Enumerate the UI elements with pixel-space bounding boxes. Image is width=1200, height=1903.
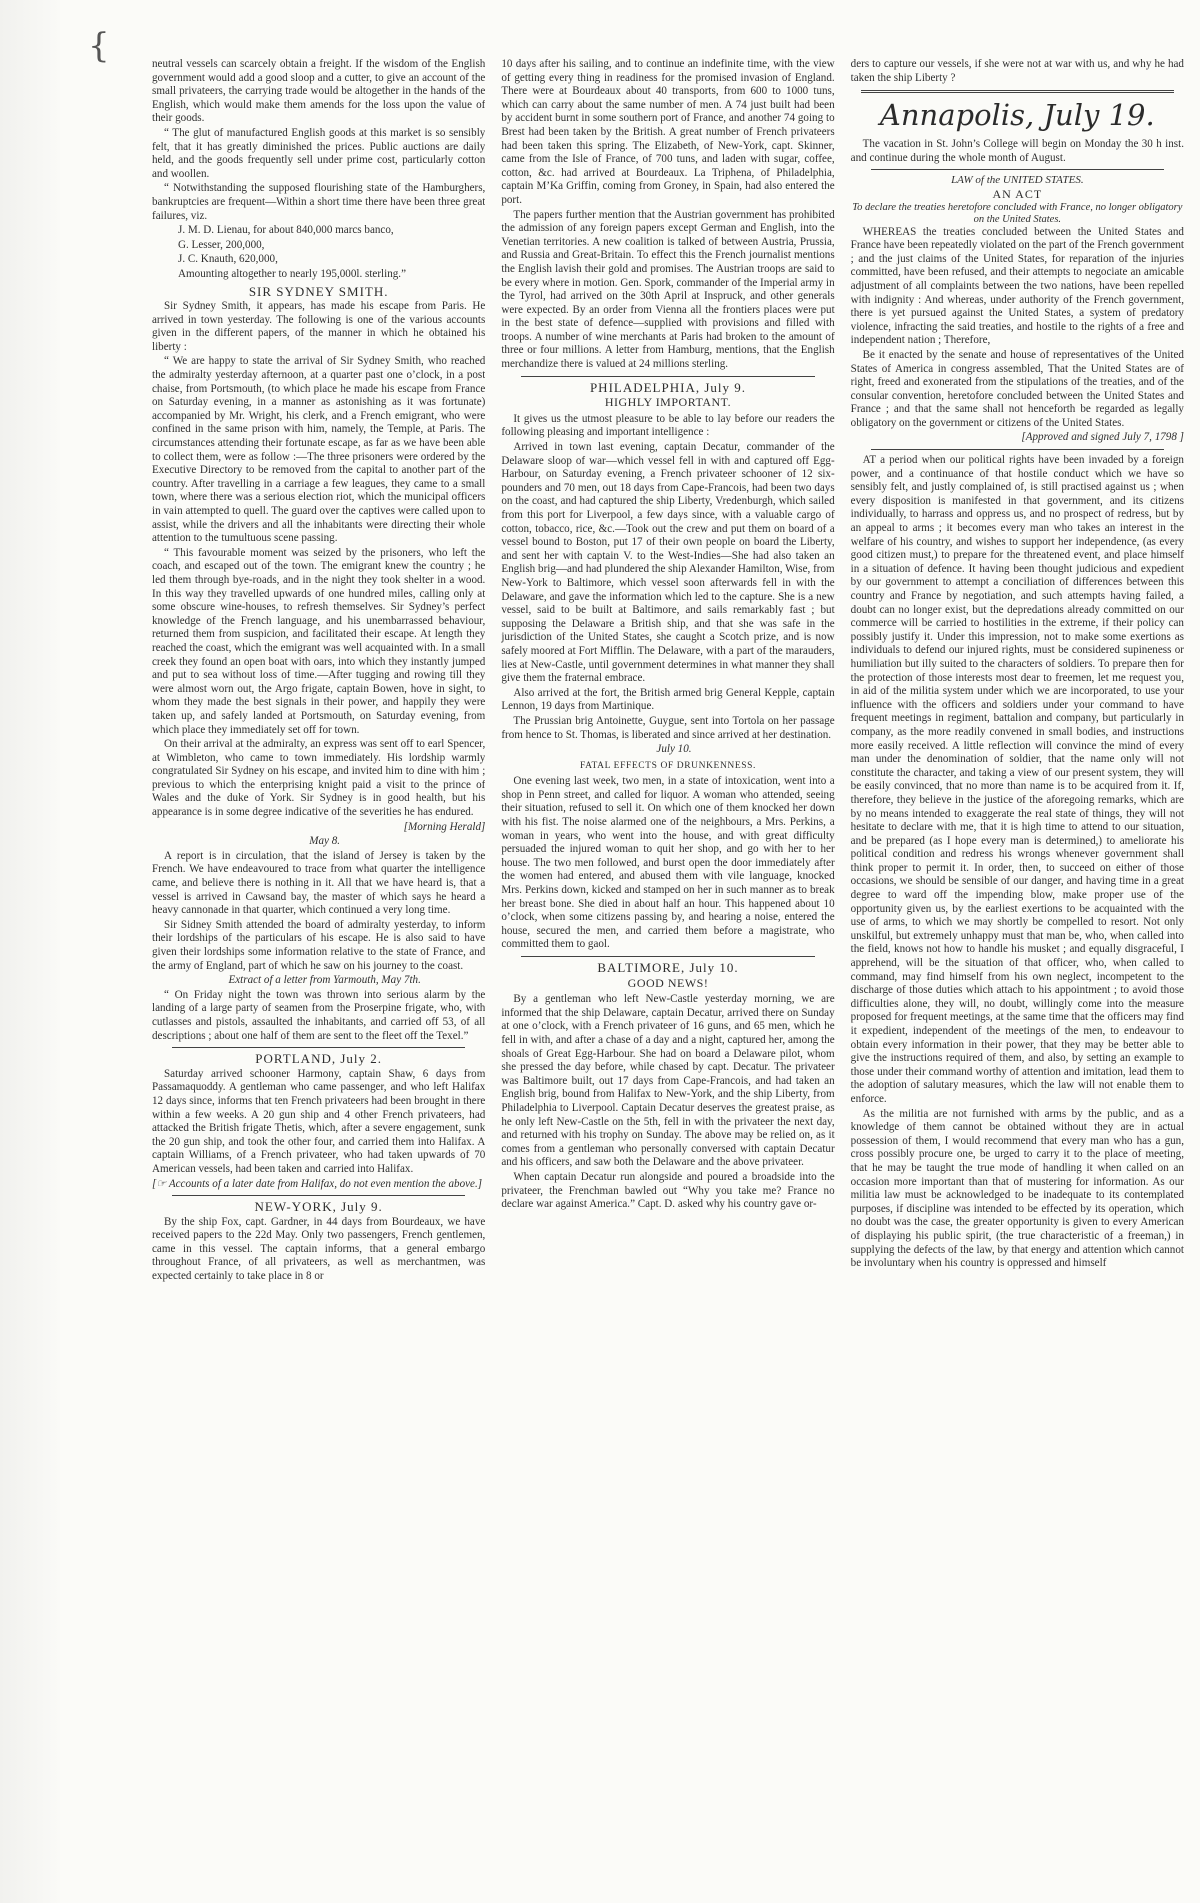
divider (871, 169, 1164, 170)
article-paragraph: The Prussian brig Antoinette, Guygue, sent into Tortola on her passage from hence to St. Thomas, is liberated and since arrived at her destination. (501, 714, 835, 741)
corner-brace-mark: { (88, 26, 110, 66)
article-paragraph: 10 days after his sailing, and to continue an indefinite time, with the view of getting every thing in readiness for the promised invasion of England. There were at Bourdeaux about 40 transports, from 600 to 1000 tuns, which can carry about the same number of men. A 74 just built had been by accident burnt in some southern port of France, and another 74 going to Brest had been taken by the British. A great number of French privateers had been taken this spring. The Elizabeth, of New-York, capt. Skinner, came from the Isle of France, of 700 tuns, and laden with sugar, coffee, cotton, &c. had arrived at Bourdeaux. La Triphena, of Philadelphia, captain M’Ka Griffin, coming from Groney, in Spain, had also entered the port. (501, 58, 835, 206)
failure-line: G. Lesser, 200,000, (178, 238, 265, 251)
divider-double (861, 90, 1174, 93)
divider (871, 449, 1164, 450)
approval-line: [Approved and signed July 7, 1798 ] (1021, 431, 1184, 444)
section-heading-fatal-effects: FATAL EFFECTS OF DRUNKENNESS. (579, 760, 757, 771)
column-2 (501, 58, 834, 1888)
divider (172, 1047, 465, 1048)
column-container (152, 58, 1184, 1888)
article-paragraph: neutral vessels can scarcely obtain a freight. If the wisdom of the English government would add a good sloop and a cutter, to give an account of the small privateers, the carrying trade would be altogether in the hands of the English, which would make them amends for the loss upon the value of their goods. (152, 58, 486, 125)
article-paragraph: WHEREAS the treaties concluded between the United States and France have been repeatedly violated on the part of the French government ; and the just claims of the United States, for reparation of the injuries committed, have been refused, and their attempts to negociate an amicable adjustment of all complaints between the two nations, have been repelled with indignity : And whereas, under authority of the French government, there is yet pursued against the United States, a system of predatory violence, infracting the said treaties, and hostile to the rights of a free and independent nation ; Therefore, (850, 225, 1184, 347)
article-paragraph: Be it enacted by the senate and house of representatives of the United States of America in congress assembled, That the United States are of right, freed and exonerated from the stipulations of the treaties, and of the consular convention, heretofore concluded between the United States and France ; and that the same shall not henceforth be regarded as legally obligatory on the government or citizens of the United States. (850, 348, 1184, 429)
article-paragraph: By the ship Fox, capt. Gardner, in 44 days from Bourdeaux, we have received papers to the 22d May. Only two passengers, French gentlemen, came in this vessel. The captain informs, that a general embargo throughout France, of all privateers, as well as merchantmen, was expected certainly to take place in 8 or (152, 1215, 486, 1283)
article-paragraph: Sir Sidney Smith attended the board of admiralty yesterday, to inform their lordships of the particulars of his escape. He is also said to have given their lordships some information relative to the state of France, and the army of England, part of which he saw on his journey to the coast. (152, 918, 486, 972)
article-paragraph: Also arrived at the fort, the British armed brig General Kepple, captain Lennon, 19 days from Martinique. (501, 686, 835, 713)
section-heading-sir-sydney-smith: SIR SYDNEY SMITH. (248, 283, 389, 299)
failure-line: J. M. D. Lienau, for about 840,000 marcs banco, (178, 224, 394, 237)
article-paragraph: The papers further mention that the Austrian government has prohibited the admission of any foreign papers except German and English, into the Venetian territories. A new coalition is talked of between Austria, Prussia, and Russia and Great-Britain. To effect this the French journalist mentions the English lavish their gold and promises. The Austrian troops are said to be every where in motion. Gen. Spork, commander of the Imperial army in the Tyrol, had arrived on the 30th April at Inspruck, and other generals were expected. By an order from Vienna all the frontiers places were put in the best state of defence—supplied with provisions and filled with troops. A number of wine merchants at Paris had broken to the amount of three or four millions. A letter from Hamburg, mentions, that the English merchandize there is valued at 24 millions sterling. (501, 208, 835, 371)
article-paragraph: By a gentleman who left New-Castle yesterday morning, we are informed that the ship Delaware, captain Decatur, arrived there on Sunday at one o’clock, with a French privateer of 16 guns, and 65 men, which he fell in with, and after a chase of a day and a night, captured her, among the shoals of Great Egg-Harbour. She had on board a Delaware pilot, whom she pressed the day before, while chased by capt. Decatur. The privateer was Baltimore built, out 17 days from Cape-Francois, and had taken an English brig, bound from Halifax to New-York, and the ship Liberty, from Philadelphia to Liverpool. Captain Decatur deserves the greatest praise, as he only left New-Castle on the 5th, fell in with the privateer the next day, and returned with his trophy on Sunday. The above may be relied on, as it comes from a gentleman who personally conversed with captain Decatur and his officers, and saw both the Delaware and the above privateer. (501, 993, 835, 1169)
divider (521, 376, 814, 377)
section-heading-portland: PORTLAND, July 2. (255, 1051, 383, 1067)
article-paragraph: A report is in circulation, that the island of Jersey is taken by the French. We have endeavoured to trace from what quarter the intelligence came, and believe there is nothing in it. All that we have heard is, that a vessel is arrived in Cawsand bay, the master of which says he heard a heavy cannonade in that quarter, which continued a very long time. (152, 849, 486, 917)
article-paragraph: The vacation in St. John’s College will begin on Monday the 30 h inst. and continue during the whole month of August. (850, 138, 1184, 164)
divider (172, 1195, 465, 1196)
column-1 (152, 58, 485, 1888)
editor-note: [☞ Accounts of a later date from Halifax, do not even mention the above.] (152, 1177, 483, 1190)
source-attribution: [Morning Herald] (403, 820, 486, 833)
article-paragraph: Saturday arrived schooner Harmony, captain Shaw, 6 days from Passamaquoddy. A gentleman who came passenger, and who left Halifax 12 days since, informs that ten French privateers had been brought in there within a few weeks. A 20 gun ship and 4 other French privateers, had attacked the British frigate Thetis, which, after a severe engagement, sunk the 20 gun ship, and took the other four, and carried them into Halifax. A captain Williams, of a French privateer, who had taken upwards of 70 American vessels, had been taken and carried into Halifax. (152, 1067, 486, 1175)
article-paragraph: When captain Decatur run alongside and poured a broadside into the privateer, the Frenchman bawled out “Why you take me? France no declare war against America.” Capt. D. asked why his country gave or- (501, 1170, 835, 1211)
act-subtitle: To declare the treaties heretofore concluded with France, no longer obligatory on the United States. (852, 201, 1183, 225)
article-paragraph: Sir Sydney Smith, it appears, has made his escape from Paris. He arrived in town yesterday. The following is one of the various accounts given in the different papers, of the manner in which he obtained his liberty : (152, 300, 486, 353)
article-paragraph: As the militia are not furnished with arms by the public, and as a knowledge of them cannot be obtained without they are in actual possession of them, I would recommend that every man who has a gun, cross possibly procure one, be urged to carry it to the place of meeting, that he may be taught the true mode of handling it when called on an occasion more important than that of mustering for information. As our militia law must be acknowledged to be inadequate to its contemplated purposes, if discipline was intended to be effected by its operation, which no doubt was the case, the greater opportunity is given to every American of displaying his public spirit, (the true characteristic of a freeman,) in supplying the defects of the law, by that energy and attention which cannot be involuntary when his country is oppressed and himself (850, 1107, 1184, 1270)
article-paragraph: Arrived in town last evening, captain Decatur, commander of the Delaware sloop of war—which vessel fell in with and captured off Egg-Harbour, on Saturday evening, a French privateer schooner of 12 six-pounders and 70 men, out 18 days from Cape-Francois, had been two days on the coast, and had captured the ship Liberty, Vredenburgh, which sailed from this port for Liverpool, a few days since, with a valuable cargo of cotton, tobacco, rice, &c.—Took out the crew and put them on board of a vessel bound to Boston, put 17 of their own people on board the Liberty, and sent her with captain V. to the West-Indies—She had also taken an English brig—and had plundered the ship Alexander Hamilton, Wise, from New-York to Baltimore, which vessel soon afterwards fell in with the Delaware, and gave the information which led to the capture. She is a new vessel, said to be built at Baltimore, and sails remarkably fast ; but supposing the Delaware a British ship, and that she was safe in the jurisdiction of the United States, she caught a Scotch prize, and is now safely moored at Fort Mifflin. The Delaware, with a part of the marauders, lies at New-Castle, until government determines in what manner they shall give them the fraternal embrace. (501, 441, 835, 685)
article-paragraph: “ We are happy to state the arrival of Sir Sydney Smith, who reached the admiralty yesterday afternoon, at a quarter past one o’clock, in a post chaise, from Portsmouth, (to which place he made his escape from France on Saturday evening, in a manner as astonishing as it was fortunate) accompanied by Mr. Wright, his clerk, and a French emigrant, who were confined in the same prison with him, namely, the Temple, at Paris. The circumstances attending their fortunate escape, as far as we have been able to collect them, were as follow :—The three prisoners were ordered by the Executive Directory to be removed from the capital to another part of the country. After travelling in a carriage a few leagues, they came to a small town, where there was a serious election riot, which the municipal officers in vain attempted to quell. The guard over the captives were called upon to assist, while the drivers and all the inhabitants were directing their whole attention to the tumultuous scene passing. (152, 355, 486, 545)
law-heading: LAW of the UNITED STATES. (951, 174, 1084, 187)
dateline: May 8. (309, 835, 341, 848)
section-subheading-good-news: GOOD NEWS! (627, 975, 709, 990)
failure-total: Amounting altogether to nearly 195,000l. sterling.” (178, 267, 406, 280)
section-heading-new-york: NEW-YORK, July 9. (254, 1199, 383, 1215)
article-paragraph: “ Notwithstanding the supposed flourishing state of the Hamburghers, bankruptcies are frequent—Within a short time there have been three great failures, viz. (152, 182, 486, 222)
article-paragraph: “ This favourable moment was seized by the prisoners, who left the coach, and escaped out of the town. The emigrant knew the country ; he led them through bye-roads, and in the night they took shelter in a wood. In this way they travelled upwards of one hundred miles, calling only at some obscure wine-houses, to refresh themselves. Sir Sydney’s perfect knowledge of the French language, and his unembarrassed behaviour, returned them from suspicion, and facilitated their escape. At length they reached the coast, which the emigrant was well acquainted with. In a small creek they found an open boat with oars, into which they instantly jumped and put to sea without loss of time.—After tugging and rowing till they were almost worn out, the Argo frigate, captain Bowen, hove in sight, to whom they made the best signals in their power, and happily they were taken up, and safely landed at Portsmouth, on Saturday evening, from which place they immediately set off for town. (152, 546, 486, 736)
act-title: AN ACT (992, 186, 1043, 201)
divider (521, 956, 814, 957)
failure-line: J. C. Knauth, 620,000, (178, 253, 278, 266)
section-heading-baltimore: BALTIMORE, July 10. (597, 960, 739, 975)
article-paragraph: One evening last week, two men, in a state of intoxication, went into a shop in Penn street, and called for liquor. A woman who attended, seeing their situation, refused to sell it. On which one of them knocked her down with his fist. The noise alarmed one of the neighbours, a Mrs. Perkins, a woman in years, who went into the house, and with great difficulty persuaded the injured woman to quit her shop, and go with her to her house. The two men followed, and burst open the door immediately after the women had entered, and abused them with vile language, knocked Mrs. Perkins down, kicked and stamped on her in such manner as to break her breast bone. She died in about half an hour. This happened about 10 o’clock, when some citizens passing by, and hearing a noise, entered the house, secured the men, and carried them before a magistrate, who committed them to gaol. (501, 775, 835, 951)
section-subheading-highly-important: HIGHLY IMPORTANT. (604, 395, 732, 410)
article-paragraph: On their arrival at the admiralty, an express was sent off to earl Spencer, at Wimbleton, who came to town immediately. His lordship warmly congratulated Sir Sydney on his escape, and invited him to dine with him ; previous to which the enterprising knight paid a visit to the prince of Wales and the duke of York. Sir Sydney is in good health, but his appearance is in some degree indicative of the severities he has endured. (152, 738, 486, 819)
local-masthead-annapolis: Annapolis, July 19. (879, 98, 1155, 133)
article-paragraph: “ The glut of manufactured English goods at this market is so sensibly felt, that it has greatly diminished the prices. Public auctions are daily held, and the goods frequently sell under prime cost, particularly cotton and woollen. (152, 126, 486, 180)
column-3 (851, 58, 1184, 1888)
article-paragraph: It gives us the utmost pleasure to be able to lay before our readers the following pleasing and important intelligence : (501, 412, 835, 439)
article-paragraph: ders to capture our vessels, if she were not at war with us, and why he had taken the ship Liberty ? (850, 58, 1184, 84)
article-paragraph: AT a period when our political rights have been invaded by a foreign power, and a continuance of that hostile conduct which we have so sensibly felt, and justly complained of, is still practised against us ; when every disposition is manifested in that government, and its citizens individually, to harrass and oppress us, and no prospect of redress, but by an appeal to arms ; it becomes every man who takes an interest in the welfare of his country, and wishes to support her independence, (as every good citizen must,) to prepare for the threatened event, and place himself in a situation of defence. It having been thought judicious and expedient by our government to attempt a conciliation of differences between this country and France by negotiation, and such attempts having failed, a doubt can no longer exist, but the depredations already committed on our commerce will be carried to hostilities in the extreme, if their policy can possibly justify it. Under this impression, not to make some exertions as individuals to defend our injured rights, must be considered supineness or humiliation but illy suited to the characters of soldiers. To prepare then for the protection of those interests most dear to freemen, let me request you, in aid of the militia system under which we are incorporated, to use your influence with the officers and soldiers under your command to have frequent meetings in regiment, battalion and company, but particularly in company, as the more readily convened in small bodies, and instructions more easily received. A little reflection will convince the mind of every man under the denomination of soldier, that the name only will not constitute the character, and taking a view of our present system, they will be easily convinced, that no more than name is to be acquired from it. If, therefore, they believe in the justice of the aforegoing remarks, which are by no means intended to exaggerate the real state of things, they will not hesitate to declare with me, that it is high time to attend to our situation, and be prepared (as I hope every man is determined,) to ameliorate his political condition and redress his wrongs whenever government shall think proper to permit it. In order, then, to succeed on either of those occasions, we should be sensible of our danger, and having time in a great degree to ward off the impending blow, make proper use of the opportunity given us, by the earliest exertions to be acquainted with the use of arms, to which we may shortly be compelled to resort. Not only unskilful, but extremely unhappy must that man be, who, when called into the field, knows not how to handle his musket ; and equally disgraceful, I apprehend, will be the situation of that officer, who, when called to command, may find himself from his own neglect, incompetent to the discharge of those duties which attach to his appointment ; to avoid those difficulties alone, they will, no doubt, willingly come into the measure proposed for frequent meetings, at the same time that the officers may find it expedient, independent of the meetings of the men, to endeavour to obtain every information in their power, that they may be better able to give the instructions required of them, and also, by setting an example to those under their command worthy of attention and imitation, lead them to the adoption of salutary measures, which the law will not enable them to enforce. (850, 454, 1184, 1105)
article-paragraph: “ On Friday night the town was thrown into serious alarm by the landing of a large party of seamen from the Proserpine frigate, who, with cutlasses and pistols, assaulted the inhabitants, and carried off 53, of all descriptions ; about one half of them are sent to the fleet off the Texel.” (152, 988, 486, 1042)
section-heading-philadelphia: PHILADELPHIA, July 9. (589, 379, 747, 395)
scan-margin (0, 0, 60, 1903)
dateline: July 10. (656, 743, 692, 756)
extract-heading: Extract of a letter from Yarmouth, May 7th. (228, 974, 421, 987)
